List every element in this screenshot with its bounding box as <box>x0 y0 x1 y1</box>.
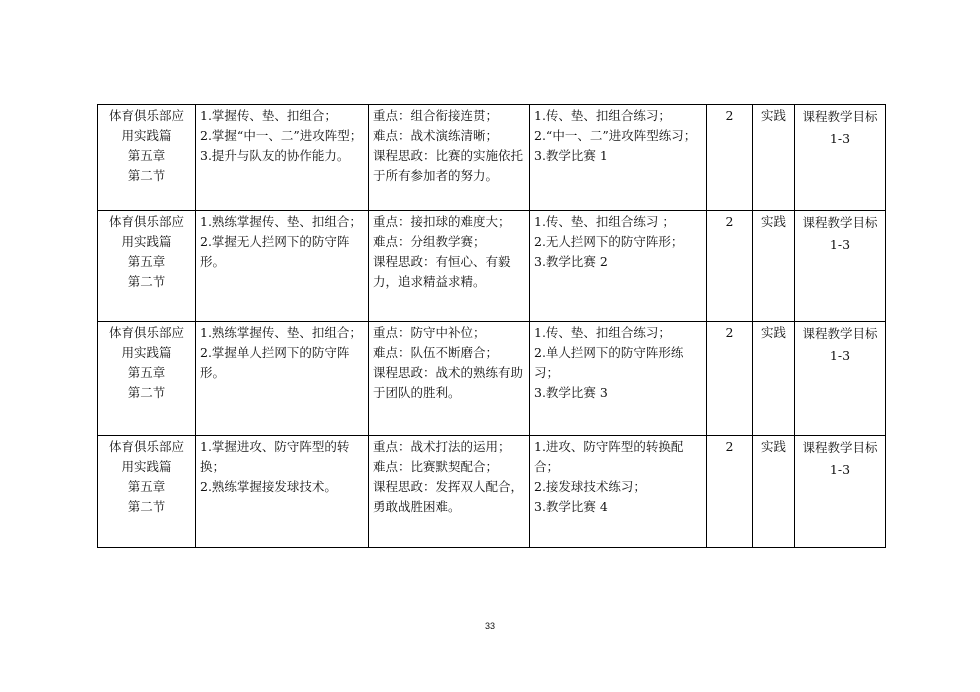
objectives-line: 2.掌握单人拦网下的防守阵形。 <box>200 345 350 380</box>
page-number: 33 <box>484 621 495 631</box>
unit-cell <box>98 322 196 436</box>
focus-line: 重点：接扣球的难度大； <box>373 214 511 229</box>
focus-cell <box>369 105 530 211</box>
activities-cell <box>530 105 707 211</box>
activities-cell <box>530 436 707 548</box>
table-row <box>98 211 886 322</box>
focus-line: 重点：战术打法的运用； <box>373 439 511 454</box>
objectives-line: 3.提升与队友的协作能力。 <box>200 148 350 163</box>
objectives-line: 1.掌握进攻、防守阵型的转换； <box>200 439 350 474</box>
unit-line: 体育俱乐部应 <box>108 439 184 454</box>
activities-line: 1.传、垫、扣组合练习； <box>534 325 671 340</box>
objectives-line: 1.熟练掌握传、垫、扣组合； <box>200 214 362 229</box>
activities-cell <box>530 322 707 436</box>
activities-line: 2.无人拦网下的防守阵形； <box>534 234 684 249</box>
table-row <box>98 436 886 548</box>
unit-line: 用实践篇 <box>121 234 172 249</box>
unit-line: 第二节 <box>127 385 166 400</box>
unit-line: 第二节 <box>127 499 166 514</box>
table-row <box>98 105 886 211</box>
unit-line: 第五章 <box>127 479 166 494</box>
focus-line: 难点：战术演练清晰； <box>373 128 499 143</box>
unit-line: 第五章 <box>127 148 166 163</box>
activities-line: 2.接发球技术练习； <box>534 479 646 494</box>
lesson-plan-table <box>97 104 886 548</box>
goal-cell: 课程教学目标 1-3 <box>795 105 886 211</box>
objectives-cell <box>196 322 369 436</box>
objectives-cell <box>196 105 369 211</box>
activities-cell <box>530 211 707 322</box>
activities-line: 2.单人拦网下的防守阵形练习； <box>534 345 684 380</box>
unit-line: 第五章 <box>127 365 166 380</box>
goal-cell: 课程教学目标 1-3 <box>795 322 886 436</box>
focus-cell <box>369 211 530 322</box>
focus-line: 难点：队伍不断磨合； <box>373 345 499 360</box>
unit-line: 第二节 <box>127 168 166 183</box>
focus-line: 课程思政：比赛的实施依托于所有参加者的努力。 <box>373 148 524 183</box>
objectives-line: 2.熟练掌握接发球技术。 <box>200 479 337 494</box>
hours-cell: 2 <box>707 322 753 436</box>
table-row <box>98 322 886 436</box>
goal-cell: 课程教学目标 1-3 <box>795 436 886 548</box>
activities-line: 1.传、垫、扣组合练习 ； <box>534 214 675 229</box>
focus-line: 难点：分组教学赛； <box>373 234 486 249</box>
hours-cell: 2 <box>707 211 753 322</box>
type-cell: 实践 <box>753 436 795 548</box>
objectives-cell <box>196 436 369 548</box>
unit-line: 体育俱乐部应 <box>108 108 184 123</box>
activities-line: 1.传、垫、扣组合练习； <box>534 108 671 123</box>
objectives-line: 2.掌握“中一、二”进攻阵型； <box>200 128 363 143</box>
objectives-line: 1.熟练掌握传、垫、扣组合； <box>200 325 362 340</box>
focus-line: 重点：组合衔接连贯； <box>373 108 499 123</box>
hours-cell: 2 <box>707 105 753 211</box>
unit-line: 第二节 <box>127 274 166 289</box>
activities-line: 3.教学比赛 4 <box>534 499 608 514</box>
activities-line: 1.进攻、防守阵型的转换配合； <box>534 439 684 474</box>
goal-cell: 课程教学目标 1-3 <box>795 211 886 322</box>
type-cell: 实践 <box>753 105 795 211</box>
unit-line: 第五章 <box>127 254 166 269</box>
objectives-line: 1.掌握传、垫、扣组合； <box>200 108 337 123</box>
objectives-cell <box>196 211 369 322</box>
activities-line: 3.教学比赛 1 <box>534 148 608 163</box>
focus-cell <box>369 436 530 548</box>
unit-line: 用实践篇 <box>121 459 172 474</box>
unit-cell <box>98 105 196 211</box>
activities-line: 3.教学比赛 2 <box>534 254 608 269</box>
focus-line: 课程思政：有恒心、有毅力，追求精益求精。 <box>373 254 511 289</box>
activities-line: 2.“中一、二”进攻阵型练习； <box>534 128 697 143</box>
focus-line: 课程思政：发挥双人配合，勇敢战胜困难。 <box>373 479 524 514</box>
unit-line: 用实践篇 <box>121 345 172 360</box>
unit-line: 用实践篇 <box>121 128 172 143</box>
unit-cell <box>98 211 196 322</box>
type-cell: 实践 <box>753 322 795 436</box>
focus-line: 难点：比赛默契配合； <box>373 459 499 474</box>
unit-cell <box>98 436 196 548</box>
unit-line: 体育俱乐部应 <box>108 325 184 340</box>
focus-line: 课程思政：战术的熟练有助于团队的胜利。 <box>373 365 524 400</box>
hours-cell: 2 <box>707 436 753 548</box>
focus-cell <box>369 322 530 436</box>
activities-line: 3.教学比赛 3 <box>534 385 608 400</box>
type-cell: 实践 <box>753 211 795 322</box>
unit-line: 体育俱乐部应 <box>108 214 184 229</box>
objectives-line: 2.掌握无人拦网下的防守阵形。 <box>200 234 350 269</box>
focus-line: 重点：防守中补位； <box>373 325 486 340</box>
